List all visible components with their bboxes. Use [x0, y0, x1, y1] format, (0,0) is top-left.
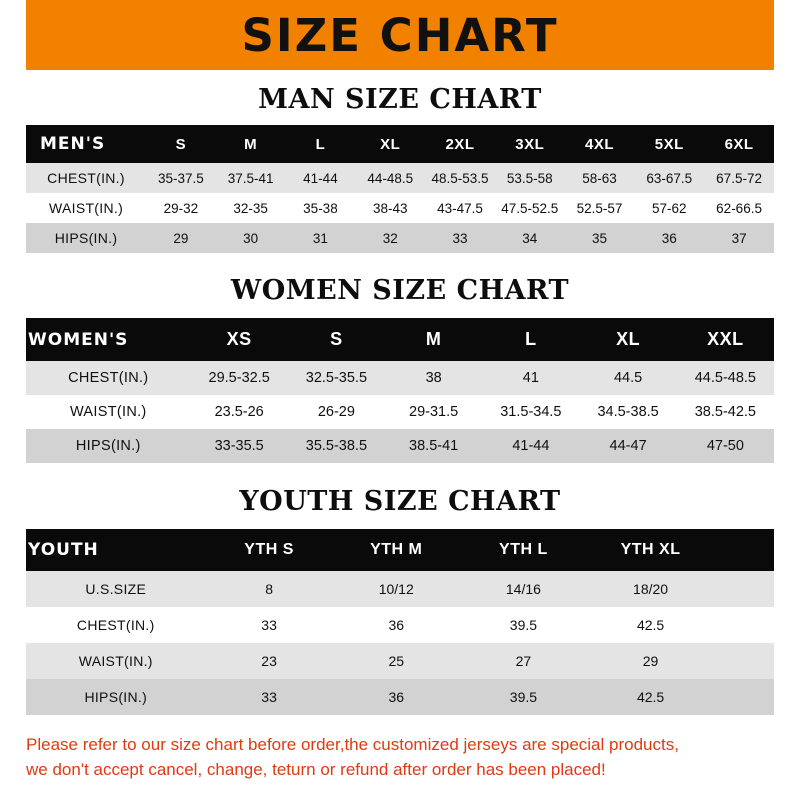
footer-note [26, 733, 774, 782]
man-size-table [26, 125, 774, 253]
man-row0-c2: 41-44 [303, 170, 338, 186]
man-row0-c5: 53.5-58 [506, 170, 553, 186]
man-row2-c7: 36 [661, 230, 677, 246]
man-header-5xl: 5XL [654, 135, 684, 153]
women-row1-c3: 31.5-34.5 [500, 404, 562, 420]
footer-note-line1: Please refer to our size chart before order,the customized jerseys are special products, [26, 735, 679, 754]
youth-row1-c2: 39.5 [509, 617, 538, 633]
youth-row3-c3: 42.5 [636, 689, 665, 705]
women-row2-c0: 33-35.5 [214, 438, 264, 454]
table-row [26, 571, 774, 607]
man-header-2xl: 2XL [445, 135, 475, 153]
women-row0-c4: 44.5 [613, 370, 643, 386]
women-row2-c1: 35.5-38.5 [305, 438, 368, 454]
women-header-label: WOMEN'S [28, 329, 129, 350]
youth-row0-c2: 14/16 [505, 581, 541, 597]
man-row2-c2: 31 [312, 230, 328, 246]
man-row0-c4: 48.5-53.5 [431, 170, 489, 186]
man-row1-c8: 62-66.5 [716, 200, 762, 216]
table-row [26, 607, 774, 643]
youth-row3-c0: 33 [261, 689, 277, 705]
man-row2-c6: 35 [591, 230, 608, 246]
women-header-xxl: XXL [707, 329, 744, 349]
youth-row2-c2: 27 [515, 653, 532, 669]
man-row1-c7: 57-62 [652, 200, 687, 216]
table-row [26, 361, 774, 395]
women-row1-c2: 29-31.5 [409, 404, 459, 420]
man-row2-label: HIPS(IN.) [54, 230, 118, 246]
banner-left-spacer [0, 0, 26, 70]
table-row [26, 395, 774, 429]
youth-row3-c1: 36 [388, 689, 405, 705]
women-header-xl: XL [616, 329, 641, 349]
man-row0-c6: 58-63 [582, 170, 617, 186]
youth-header-l: YTH L [499, 541, 548, 558]
table-row [26, 193, 774, 223]
footer-note-line2: we don't accept cancel, change, teturn or refund after order has been placed! [26, 759, 606, 779]
women-row1-c4: 34.5-38.5 [597, 404, 659, 420]
women-row0-c2: 38 [425, 370, 442, 386]
youth-row0-c1: 10/12 [378, 581, 414, 597]
women-section-title: WOMEN SIZE CHART [230, 275, 570, 306]
man-row1-c1: 32-35 [233, 200, 268, 216]
man-section-title: MAN SIZE CHART [258, 84, 542, 115]
women-row2-label: HIPS(IN.) [75, 438, 141, 454]
man-header-3xl: 3XL [515, 135, 545, 153]
man-row0-c1: 37.5-41 [227, 170, 274, 186]
youth-row2-label: WAIST(IN.) [78, 653, 153, 669]
youth-row1-label: CHEST(IN.) [76, 617, 155, 633]
youth-row0-label: U.S.SIZE [85, 581, 147, 597]
youth-header-m: YTH M [370, 541, 423, 558]
women-header-l: L [525, 329, 537, 349]
women-header-m: M [425, 329, 442, 349]
women-row0-c3: 41 [522, 370, 539, 386]
women-row2-c5: 47-50 [706, 438, 744, 454]
man-row1-c3: 38-43 [372, 200, 408, 216]
youth-row0-c0: 8 [265, 581, 273, 597]
man-row1-label: WAIST(IN.) [49, 200, 124, 216]
man-table-header-row [26, 125, 774, 163]
youth-header-label: YOUTH [28, 540, 99, 560]
man-row1-c0: 29-32 [163, 200, 199, 216]
table-row [26, 429, 774, 463]
man-row0-label: CHEST(IN.) [47, 170, 125, 186]
man-row1-c5: 47.5-52.5 [501, 200, 559, 216]
women-header-xs: XS [226, 329, 252, 349]
women-row2-c3: 41-44 [512, 438, 550, 454]
youth-row0-c3: 18/20 [633, 581, 669, 597]
youth-row2-spacer [714, 643, 774, 679]
youth-row1-spacer [714, 607, 774, 643]
man-row2-c0: 29 [173, 230, 189, 246]
youth-row3-spacer [714, 679, 774, 715]
man-row0-c8: 67.5-72 [716, 170, 762, 186]
women-row2-c2: 38.5-41 [409, 438, 459, 454]
women-table-header-row [26, 318, 774, 361]
table-row [26, 679, 774, 715]
women-row0-c5: 44.5-48.5 [694, 370, 756, 386]
women-row1-label: WAIST(IN.) [69, 404, 147, 420]
youth-row2-c0: 23 [261, 653, 277, 669]
women-row1-c1: 26-29 [317, 404, 355, 420]
youth-row1-c1: 36 [388, 617, 405, 633]
table-row [26, 163, 774, 193]
youth-row1-c3: 42.5 [636, 617, 665, 633]
youth-size-table [26, 529, 774, 715]
table-row [26, 223, 774, 253]
youth-section-title: YOUTH SIZE CHART [239, 486, 561, 517]
content [0, 84, 800, 715]
man-row0-c0: 35-37.5 [158, 170, 204, 186]
man-row2-c1: 30 [243, 230, 259, 246]
man-row1-c4: 43-47.5 [437, 200, 483, 216]
youth-row3-c2: 39.5 [509, 689, 538, 705]
man-header-6xl: 6XL [724, 135, 754, 153]
man-row2-c3: 32 [382, 230, 398, 246]
man-row1-c2: 35-38 [303, 200, 338, 216]
women-row2-c4: 44-47 [609, 438, 647, 454]
man-header-4xl: 4XL [585, 135, 615, 153]
women-row0-c1: 32.5-35.5 [305, 370, 368, 386]
youth-row0-spacer [714, 571, 774, 607]
man-header-label: MEN'S [40, 134, 106, 154]
man-row2-c5: 34 [522, 230, 538, 246]
youth-row2-c1: 25 [388, 653, 405, 669]
banner-right-spacer [774, 0, 800, 70]
man-row0-c7: 63-67.5 [646, 170, 693, 186]
women-row0-c0: 29.5-32.5 [208, 370, 270, 386]
youth-row3-label: HIPS(IN.) [84, 689, 148, 705]
man-header-l: L [315, 135, 326, 153]
man-header-xl: XL [380, 135, 401, 153]
women-row1-c5: 38.5-42.5 [694, 404, 756, 420]
man-header-m: M [244, 135, 258, 153]
women-size-table [26, 318, 774, 463]
page-title: SIZE CHART [241, 8, 559, 62]
youth-row2-c3: 29 [642, 653, 659, 669]
youth-table-header-row [26, 529, 774, 571]
man-header-s: S [175, 135, 187, 153]
man-row2-c8: 37 [731, 230, 747, 246]
banner [0, 0, 800, 70]
table-row [26, 643, 774, 679]
youth-header-xl: YTH XL [620, 541, 681, 558]
youth-row1-c0: 33 [261, 617, 277, 633]
women-row0-label: CHEST(IN.) [68, 370, 149, 386]
women-row1-c0: 23.5-26 [214, 404, 264, 420]
man-row1-c6: 52.5-57 [576, 200, 623, 216]
youth-header-spacer [714, 529, 774, 571]
women-header-s: S [330, 329, 343, 349]
youth-header-s: YTH S [244, 541, 294, 558]
man-row0-c3: 44-48.5 [367, 170, 414, 186]
man-row2-c4: 33 [452, 230, 468, 246]
